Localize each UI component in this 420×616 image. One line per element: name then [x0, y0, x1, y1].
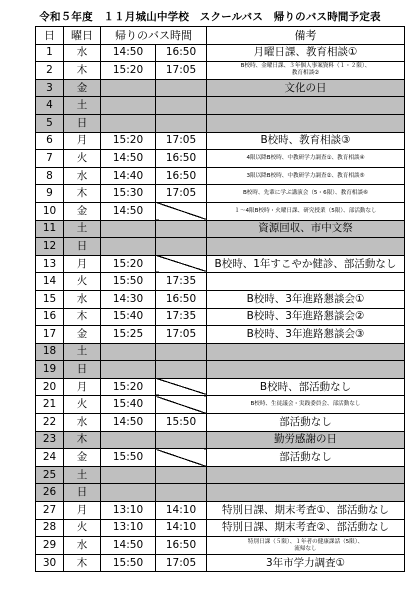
departure-time-2-cell: 17:05 — [156, 132, 207, 150]
header-weekday: 曜日 — [64, 27, 101, 45]
weekday-cell: 水 — [64, 167, 101, 185]
departure-time-1-cell: 15:20 — [101, 255, 156, 273]
departure-time-2-cell: 16:50 — [156, 44, 207, 62]
notes-text: B校時、教育相談③ — [260, 134, 351, 147]
weekday-cell: 土 — [64, 466, 101, 484]
notes-text: 特別日課、期末考査①、部活動なし — [222, 503, 389, 516]
departure-time-1-cell — [101, 361, 156, 379]
table-row — [36, 255, 405, 273]
weekday-cell: 金 — [64, 79, 101, 97]
departure-time-2-cell — [156, 361, 207, 379]
notes-text: 特別日課（５限）、１年者の健康課話（5限）、 — [247, 538, 364, 545]
notes-cell — [207, 326, 405, 344]
table-header-row — [36, 27, 405, 45]
departure-time-2-cell: 16:50 — [156, 150, 207, 168]
departure-time-2-cell: 17:05 — [156, 554, 207, 572]
weekday-cell: 月 — [64, 502, 101, 520]
day-cell: 16 — [36, 308, 64, 326]
departure-time-1-cell: 15:25 — [101, 326, 156, 344]
notes-text: 3限以降B校時、中教研学力調査②、教育相談⑤ — [246, 172, 365, 179]
notes-cell — [207, 185, 405, 203]
weekday-cell: 火 — [64, 273, 101, 291]
notes-text: 教育相談② — [291, 70, 320, 77]
notes-cell — [207, 519, 405, 537]
weekday-cell: 火 — [64, 396, 101, 414]
departure-time-1-cell: 15:20 — [101, 132, 156, 150]
day-cell: 2 — [36, 62, 64, 80]
departure-time-2-cell: 17:05 — [156, 62, 207, 80]
departure-time-2-cell — [156, 114, 207, 132]
departure-time-2-cell: 16:50 — [156, 167, 207, 185]
departure-time-1-cell — [101, 238, 156, 256]
departure-time-2-cell — [156, 396, 207, 414]
departure-time-2-cell — [156, 343, 207, 361]
day-cell: 24 — [36, 449, 64, 467]
departure-time-1-cell — [101, 484, 156, 502]
notes-text: 流帰なし — [294, 545, 317, 552]
day-cell: 18 — [36, 343, 64, 361]
departure-time-2-cell — [156, 449, 207, 467]
notes-cell — [207, 484, 405, 502]
departure-time-2-cell — [156, 378, 207, 396]
table-row — [36, 466, 405, 484]
notes-cell — [207, 537, 405, 555]
day-cell: 5 — [36, 114, 64, 132]
weekday-cell: 水 — [64, 44, 101, 62]
day-cell: 8 — [36, 167, 64, 185]
notes-cell — [207, 132, 405, 150]
day-cell: 29 — [36, 537, 64, 555]
notes-cell — [207, 238, 405, 256]
notes-cell — [207, 466, 405, 484]
day-cell: 14 — [36, 273, 64, 291]
weekday-cell: 月 — [64, 255, 101, 273]
notes-text: 部活動なし — [279, 451, 332, 464]
day-cell: 27 — [36, 502, 64, 520]
notes-cell — [207, 290, 405, 308]
weekday-cell: 土 — [64, 220, 101, 238]
departure-time-1-cell — [101, 466, 156, 484]
day-cell: 30 — [36, 554, 64, 572]
departure-time-2-cell: 17:05 — [156, 185, 207, 203]
notes-cell — [207, 114, 405, 132]
weekday-cell: 木 — [64, 431, 101, 449]
weekday-cell: 水 — [64, 290, 101, 308]
departure-time-2-cell: 15:50 — [156, 414, 207, 432]
weekday-cell: 月 — [64, 378, 101, 396]
notes-cell — [207, 150, 405, 168]
table-row — [36, 79, 405, 97]
table-row — [36, 361, 405, 379]
day-cell: 21 — [36, 396, 64, 414]
weekday-cell: 水 — [64, 414, 101, 432]
notes-text: 月曜日課、教育相談① — [253, 46, 358, 59]
notes-cell — [207, 202, 405, 220]
notes-cell — [207, 378, 405, 396]
notes-text: 特別日課、期末考査②、部活動なし — [222, 521, 389, 534]
departure-time-2-cell — [156, 431, 207, 449]
day-cell: 6 — [36, 132, 64, 150]
departure-time-1-cell: 15:20 — [101, 378, 156, 396]
departure-time-1-cell: 14:50 — [101, 537, 156, 555]
table-row — [36, 431, 405, 449]
departure-time-1-cell — [101, 97, 156, 115]
bus-schedule-table — [35, 26, 405, 572]
departure-time-1-cell: 14:50 — [101, 44, 156, 62]
table-row — [36, 62, 405, 80]
weekday-cell: 木 — [64, 554, 101, 572]
notes-cell — [207, 62, 405, 80]
departure-time-1-cell: 15:50 — [101, 554, 156, 572]
departure-time-1-cell: 15:20 — [101, 62, 156, 80]
day-cell: 22 — [36, 414, 64, 432]
weekday-cell: 火 — [64, 150, 101, 168]
notes-cell — [207, 97, 405, 115]
header-notes: 備考 — [207, 27, 405, 45]
departure-time-2-cell — [156, 220, 207, 238]
departure-time-1-cell: 14:50 — [101, 414, 156, 432]
departure-time-1-cell: 15:40 — [101, 396, 156, 414]
notes-text: B校時、1年すこやか健診、部活動なし — [214, 257, 397, 270]
table-row — [36, 273, 405, 291]
day-cell: 1 — [36, 44, 64, 62]
notes-cell — [207, 308, 405, 326]
notes-cell — [207, 44, 405, 62]
table-row — [36, 343, 405, 361]
departure-time-2-cell — [156, 466, 207, 484]
day-cell: 9 — [36, 185, 64, 203]
notes-cell — [207, 343, 405, 361]
departure-time-2-cell — [156, 238, 207, 256]
departure-time-2-cell — [156, 484, 207, 502]
weekday-cell: 火 — [64, 519, 101, 537]
notes-text: B校時、生徒議会・実践委員会、部活動なし — [250, 401, 361, 408]
day-cell: 3 — [36, 79, 64, 97]
departure-time-2-cell: 17:35 — [156, 308, 207, 326]
day-cell: 15 — [36, 290, 64, 308]
departure-time-1-cell: 14:50 — [101, 202, 156, 220]
table-row — [36, 167, 405, 185]
weekday-cell: 日 — [64, 114, 101, 132]
departure-time-2-cell: 16:50 — [156, 290, 207, 308]
departure-time-1-cell: 13:10 — [101, 519, 156, 537]
notes-text: B校時、3年進路懇談会① — [246, 292, 365, 305]
departure-time-2-cell: 17:35 — [156, 273, 207, 291]
weekday-cell: 木 — [64, 308, 101, 326]
table-row — [36, 202, 405, 220]
table-row — [36, 484, 405, 502]
weekday-cell: 土 — [64, 97, 101, 115]
weekday-cell: 水 — [64, 537, 101, 555]
notes-cell — [207, 502, 405, 520]
notes-text: B校時、先輩に学ぶ講演会（5・6限）、教育相談⑥ — [242, 190, 369, 197]
notes-text: B校時、金曜日課、３年個人事案資料（１・２限）、 — [240, 63, 371, 70]
notes-cell — [207, 414, 405, 432]
day-cell: 7 — [36, 150, 64, 168]
departure-time-2-cell: 16:50 — [156, 537, 207, 555]
departure-time-1-cell: 15:50 — [101, 273, 156, 291]
departure-time-1-cell: 14:30 — [101, 290, 156, 308]
departure-time-2-cell — [156, 97, 207, 115]
departure-time-1-cell — [101, 431, 156, 449]
departure-time-1-cell — [101, 343, 156, 361]
table-row — [36, 519, 405, 537]
departure-time-2-cell: 17:05 — [156, 326, 207, 344]
notes-text: 文化の日 — [284, 81, 327, 94]
header-day: 日 — [36, 27, 64, 45]
day-cell: 13 — [36, 255, 64, 273]
notes-text: 資源回収、市中文祭 — [258, 222, 353, 235]
day-cell: 11 — [36, 220, 64, 238]
day-cell: 17 — [36, 326, 64, 344]
weekday-cell: 木 — [64, 185, 101, 203]
departure-time-1-cell: 14:40 — [101, 167, 156, 185]
notes-cell — [207, 273, 405, 291]
notes-cell — [207, 449, 405, 467]
notes-text: B校時、3年進路懇談会③ — [246, 327, 365, 340]
departure-time-1-cell — [101, 114, 156, 132]
notes-text: 3年市学力調査① — [265, 556, 346, 569]
notes-text: B校時、3年進路懇談会② — [246, 310, 365, 323]
day-cell: 4 — [36, 97, 64, 115]
table-row — [36, 44, 405, 62]
departure-time-1-cell: 15:50 — [101, 449, 156, 467]
departure-time-1-cell — [101, 79, 156, 97]
weekday-cell: 金 — [64, 202, 101, 220]
table-row — [36, 220, 405, 238]
departure-time-1-cell: 15:30 — [101, 185, 156, 203]
departure-time-2-cell: 14:10 — [156, 519, 207, 537]
day-cell: 12 — [36, 238, 64, 256]
departure-time-1-cell: 14:50 — [101, 150, 156, 168]
table-row — [36, 97, 405, 115]
notes-cell — [207, 361, 405, 379]
weekday-cell: 金 — [64, 449, 101, 467]
notes-cell — [207, 255, 405, 273]
departure-time-1-cell: 15:40 — [101, 308, 156, 326]
day-cell: 28 — [36, 519, 64, 537]
table-row — [36, 114, 405, 132]
departure-time-1-cell: 13:10 — [101, 502, 156, 520]
departure-time-2-cell — [156, 255, 207, 273]
table-row — [36, 238, 405, 256]
table-row — [36, 290, 405, 308]
day-cell: 10 — [36, 202, 64, 220]
day-cell: 25 — [36, 466, 64, 484]
weekday-cell: 金 — [64, 326, 101, 344]
departure-time-1-cell — [101, 220, 156, 238]
table-row — [36, 449, 405, 467]
weekday-cell: 土 — [64, 343, 101, 361]
table-row — [36, 554, 405, 572]
weekday-cell: 月 — [64, 132, 101, 150]
day-cell: 26 — [36, 484, 64, 502]
notes-text: 勤労感謝の日 — [274, 433, 337, 446]
weekday-cell: 日 — [64, 361, 101, 379]
day-cell: 23 — [36, 431, 64, 449]
header-bus-time: 帰りのバス時間 — [101, 27, 207, 45]
table-row — [36, 308, 405, 326]
table-row — [36, 396, 405, 414]
notes-text: B校時、部活動なし — [259, 380, 352, 393]
table-body — [36, 44, 405, 572]
table-row — [36, 132, 405, 150]
table-row — [36, 537, 405, 555]
notes-cell — [207, 431, 405, 449]
notes-cell — [207, 167, 405, 185]
departure-time-2-cell — [156, 202, 207, 220]
notes-cell — [207, 79, 405, 97]
notes-text: 部活動なし — [279, 415, 332, 428]
notes-text: 4限以降B校時、中教研学力調査①、教育相談④ — [246, 154, 365, 161]
weekday-cell: 木 — [64, 62, 101, 80]
day-cell: 19 — [36, 361, 64, 379]
notes-cell — [207, 220, 405, 238]
table-row — [36, 150, 405, 168]
notes-cell — [207, 554, 405, 572]
notes-text: １～4限B校時・火曜日課、研究授業（5限）、部活動なし — [234, 207, 377, 214]
weekday-cell: 日 — [64, 484, 101, 502]
table-row — [36, 185, 405, 203]
day-cell: 20 — [36, 378, 64, 396]
table-row — [36, 414, 405, 432]
table-row — [36, 326, 405, 344]
page-title: 令和５年度 １１月城山中学校 スクールバス 帰りのバス時間予定表 — [39, 11, 381, 23]
departure-time-2-cell — [156, 79, 207, 97]
weekday-cell: 日 — [64, 238, 101, 256]
departure-time-2-cell: 14:10 — [156, 502, 207, 520]
notes-cell — [207, 396, 405, 414]
table-row — [36, 502, 405, 520]
table-row — [36, 378, 405, 396]
